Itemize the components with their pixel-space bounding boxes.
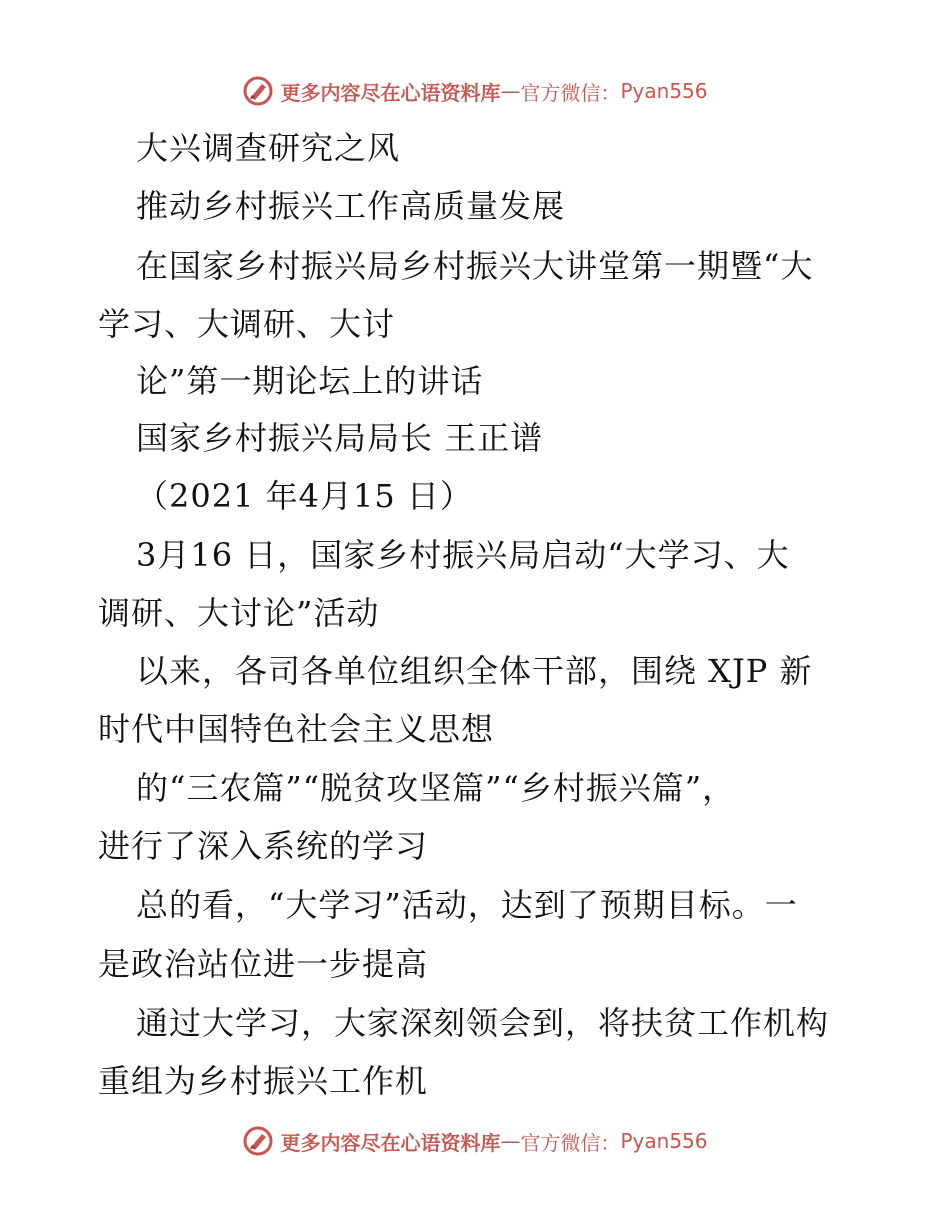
paragraph-line: 调研、大讨论”活动 <box>98 594 380 632</box>
paragraph-line: 进行了深入系统的学习 <box>98 827 429 865</box>
paragraph-line: 时代中国特色社会主义思想 <box>98 710 495 748</box>
header-watermark <box>0 71 950 111</box>
watermark-separator: — <box>500 79 521 103</box>
paragraph-line: 重组为乡村振兴工作机 <box>98 1062 429 1100</box>
watermark-contact-label: 官方微信： <box>520 1130 621 1155</box>
pen-logo-icon <box>242 1125 274 1157</box>
doc-date-line: （2021 年4月15 日） <box>136 477 473 515</box>
pen-logo-icon <box>242 75 274 107</box>
paragraph-line: 通过大学习，大家深刻领会到，将扶贫工作机构 <box>136 1004 830 1042</box>
watermark-wechat-id: Pyan556 <box>620 79 708 103</box>
paragraph-line: 3月16 日，国家乡村振兴局启动“大学习、大 <box>136 536 790 574</box>
paragraph-line: 的“三农篇”“脱贫攻坚篇”“乡村振兴篇”， <box>136 769 736 807</box>
doc-title-line-1: 大兴调查研究之风 <box>136 129 401 167</box>
doc-subtitle-line-2: 学习、大调研、大讨 <box>98 305 396 343</box>
doc-title-line-2: 推动乡村振兴工作高质量发展 <box>136 187 566 225</box>
footer-watermark <box>0 1121 950 1161</box>
watermark-separator: — <box>500 1129 521 1153</box>
paragraph-line: 是政治站位进一步提高 <box>98 945 429 983</box>
doc-subtitle-line-3: 论”第一期论坛上的讲话 <box>136 362 484 400</box>
paragraph-line: 总的看，“大学习”活动，达到了预期目标。一 <box>136 886 798 924</box>
doc-subtitle-line-1: 在国家乡村振兴局乡村振兴大讲堂第一期暨“大 <box>136 247 814 285</box>
paragraph-line: 以来，各司各单位组织全体干部，围绕 XJP 新 <box>136 652 813 690</box>
watermark-main-text: 更多内容尽在心语资料库 <box>280 1130 501 1155</box>
doc-author-line: 国家乡村振兴局局长 王正谱 <box>136 419 544 457</box>
watermark-main-text: 更多内容尽在心语资料库 <box>280 80 501 105</box>
watermark-contact-label: 官方微信： <box>520 80 621 105</box>
watermark-wechat-id: Pyan556 <box>620 1129 708 1153</box>
